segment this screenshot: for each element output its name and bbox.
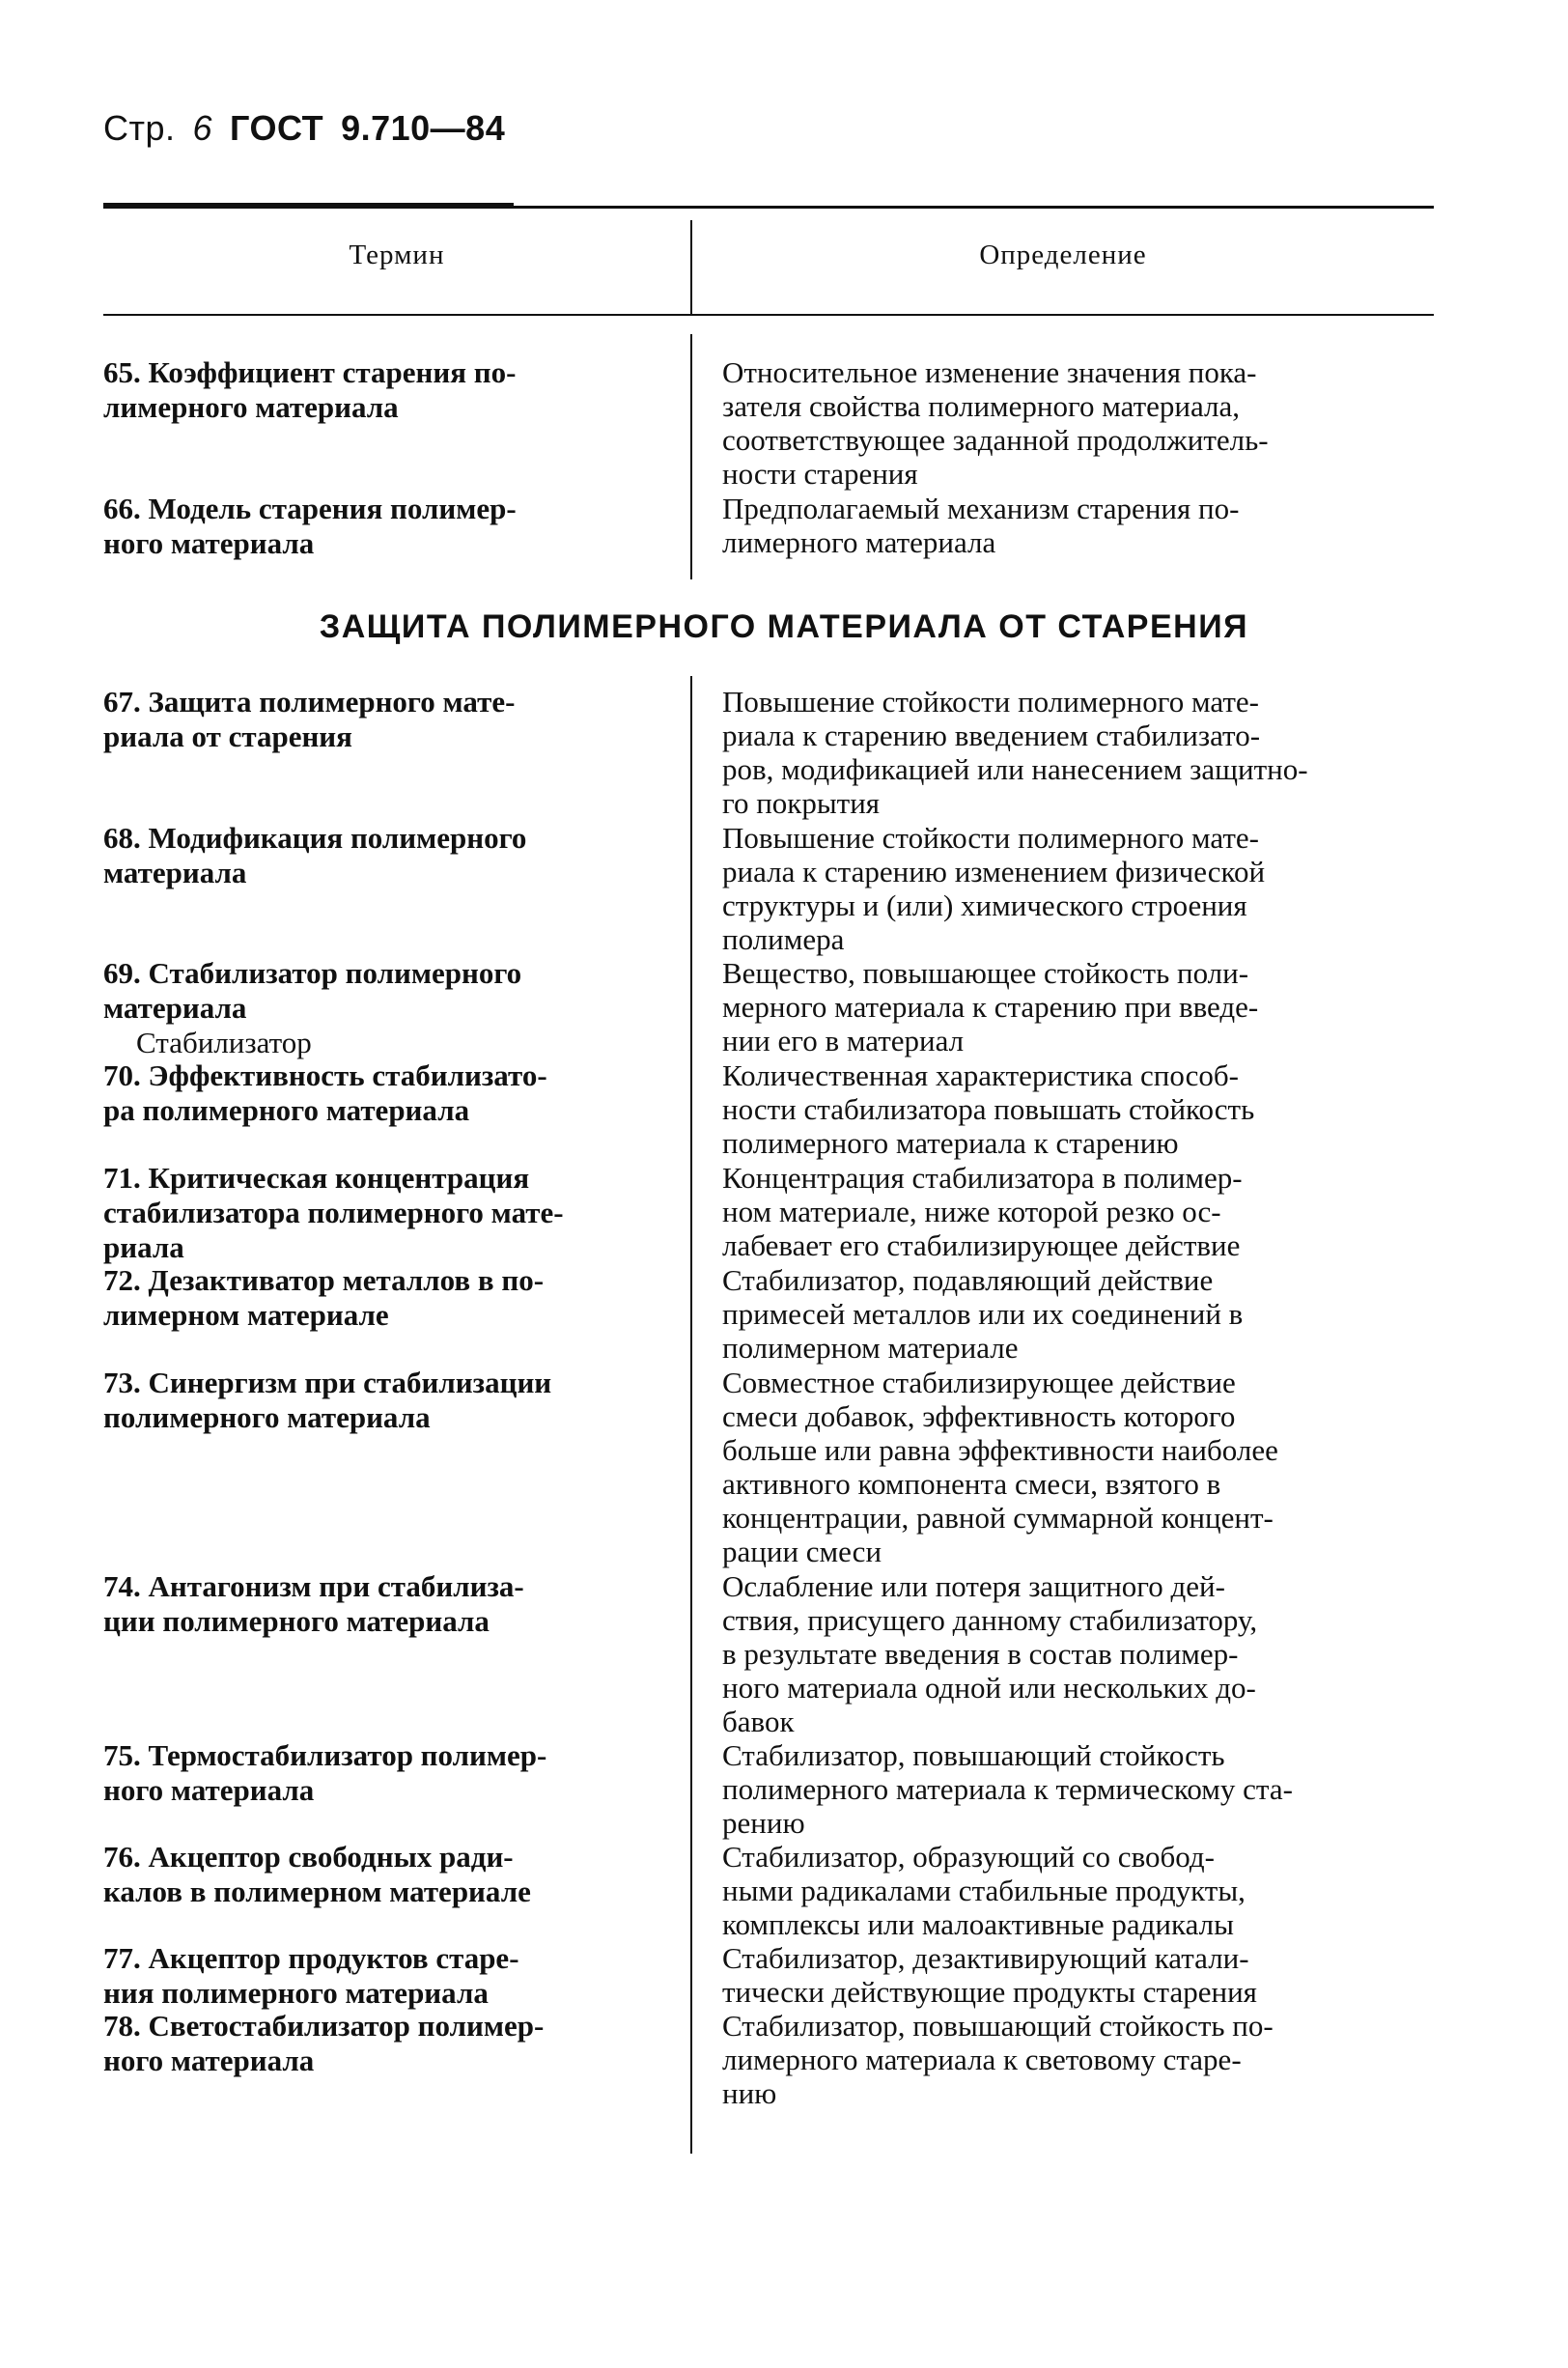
page-number: 6 xyxy=(192,108,213,148)
term-69 xyxy=(103,956,665,1060)
definition-75: Стабилизатор, повышающий стойкость полимерного материала к термическому ста- рению xyxy=(722,1738,1293,1840)
term-78: 78. Светостабилизатор полимер- ного материала xyxy=(103,2009,545,2077)
definition-77: Стабилизатор, дезактивирующий катали- тически действующие продукты старения xyxy=(722,1941,1257,2009)
definition-67: Повышение стойкости полимерного мате- риала к старению введением стабилизато- ров, модификацией или нанесением защитно- го покрытия xyxy=(722,685,1308,820)
definition-65: Относительное изменение значения пока- зателя свойства полимерного материала, соответствующее заданной продолжитель- ности старения xyxy=(722,355,1269,491)
definition-78: Стабилизатор, повышающий стойкость по- лимерного материала к световому старе- нию xyxy=(722,2009,1274,2110)
term-74: 74. Антагонизм при стабилиза- ции полимерного материала xyxy=(103,1569,524,1638)
term-68: 68. Модификация полимерного материала xyxy=(103,821,527,889)
term-69-synonym: Стабилизатор xyxy=(136,1026,312,1059)
column-divider-1 xyxy=(690,334,692,579)
term-69-text: 69. Стабилизатор полимерного материала xyxy=(103,956,522,1025)
page-header xyxy=(103,108,522,149)
definition-73: Совместное стабилизирующее действие смеси добавок, эффективность которого больше или равна эффективности наиболее активного компонента смеси, взятого в концентрации, равной суммарной концент- рации смеси xyxy=(722,1366,1278,1568)
definition-74: Ослабление или потеря защитного дей- ствия, присущего данному стабилизатору, в результате введения в состав полимер- ного материала одной или нескольких до- бавок xyxy=(722,1569,1258,1738)
definition-71: Концентрация стабилизатора в полимер- ном материале, ниже которой резко ос- лабевает его стабилизирующее действие xyxy=(722,1161,1243,1262)
definition-76: Стабилизатор, образующий со свобод- ными радикалами стабильные продукты, комплексы или малоактивные радикалы xyxy=(722,1840,1246,1941)
definition-70: Количественная характеристика способ- ности стабилизатора повышать стойкость полимерного материала к старению xyxy=(722,1058,1255,1160)
term-71: 71. Критическая концентрация стабилизатора полимерного мате- риала xyxy=(103,1161,564,1264)
column-header-definition: Определение xyxy=(979,240,1147,270)
definition-72: Стабилизатор, подавляющий действие примесей металлов или их соединений в полимерном материале xyxy=(722,1263,1244,1365)
term-76: 76. Акцептор свободных ради- калов в полимерном материале xyxy=(103,1840,531,1908)
standard-label: ГОСТ xyxy=(230,108,324,148)
table-top-rule xyxy=(103,206,1434,209)
term-77: 77. Акцептор продуктов старе- ния полимерного материала xyxy=(103,1941,519,2010)
page-label: Стр. xyxy=(103,108,176,148)
definition-66: Предполагаемый механизм старения по- лимерного материала xyxy=(722,492,1240,559)
column-header-term: Термин xyxy=(349,240,445,270)
standard-code: 9.710—84 xyxy=(341,108,506,148)
term-73: 73. Синергизм при стабилизации полимерного материала xyxy=(103,1366,552,1434)
term-66: 66. Модель старения полимер- ного материала xyxy=(103,492,517,560)
header-column-divider xyxy=(690,220,692,314)
term-65: 65. Коэффициент старения по- лимерного материала xyxy=(103,355,517,424)
column-divider-2 xyxy=(690,676,692,2154)
term-75: 75. Термостабилизатор полимер- ного материала xyxy=(103,1738,547,1807)
definition-69: Вещество, повышающее стойкость поли- мерного материала к старению при введе- нии его в материал xyxy=(722,956,1259,1057)
term-70: 70. Эффективность стабилизато- ра полимерного материала xyxy=(103,1058,547,1127)
term-67: 67. Защита полимерного мате- риала от старения xyxy=(103,685,516,753)
definition-68: Повышение стойкости полимерного мате- риала к старению изменением физической структуры и (или) химического строения полимера xyxy=(722,821,1266,956)
table-header-rule xyxy=(103,314,1434,316)
section-title: ЗАЩИТА ПОЛИМЕРНОГО МАТЕРИАЛА ОТ СТАРЕНИЯ xyxy=(319,608,1249,645)
term-72: 72. Дезактиватор металлов в по- лимерном материале xyxy=(103,1263,545,1332)
